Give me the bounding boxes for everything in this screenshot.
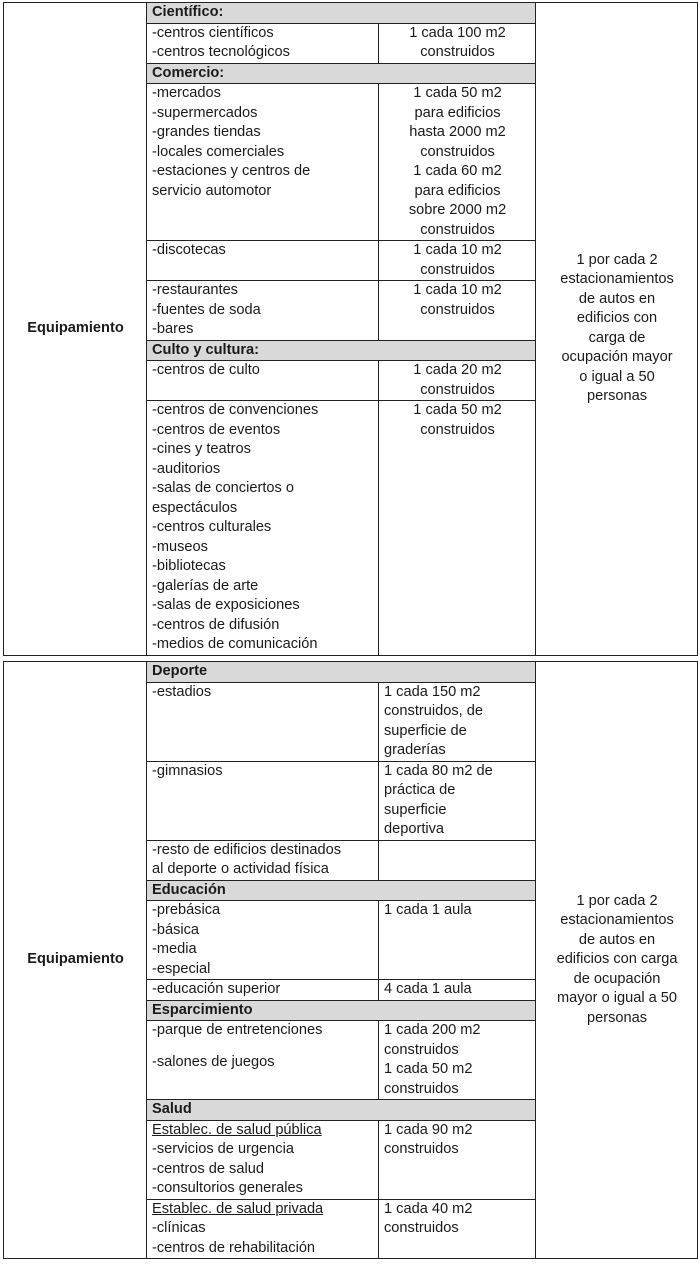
- use-cell: [147, 1021, 379, 1100]
- text-line: -galerías de arte: [152, 577, 259, 594]
- text-line: -fuentes de soda: [152, 301, 261, 318]
- text-line: -salones de juegos: [152, 1053, 275, 1070]
- text-line: -centros de salud: [152, 1160, 264, 1177]
- text-line: 1 cada 1 aula: [384, 902, 472, 918]
- norm-cell: [379, 761, 536, 840]
- norm-cell: [379, 23, 536, 63]
- group-label: Equipamiento: [4, 662, 147, 1259]
- text-line: estacionamientos: [560, 271, 674, 288]
- text-line: 1 cada 90 m2: [384, 1121, 473, 1138]
- text-line: 4 cada 1 aula: [384, 981, 472, 997]
- use-cell: [147, 682, 379, 761]
- text-line: 1 cada 40 m2: [384, 1200, 473, 1217]
- text-line: -centros de rehabilitación: [152, 1239, 316, 1256]
- section-header: Comercio:: [147, 63, 536, 84]
- text-line: -estaciones y centros de: [152, 163, 311, 179]
- text-line: -grandes tiendas: [152, 124, 261, 140]
- regulation-table-2: [3, 661, 698, 1259]
- text-line: 1 cada 50 m2: [413, 85, 502, 101]
- use-cell: [147, 84, 379, 241]
- text-line: -salas de exposiciones: [152, 597, 300, 613]
- text-line: 1 cada 50 m2: [413, 402, 502, 418]
- text-line: -centros culturales: [152, 519, 272, 535]
- text-line: -museos: [152, 538, 208, 555]
- use-cell: [147, 901, 379, 980]
- text-line: -resto de edificios destinados: [152, 841, 342, 858]
- text-line: personas: [586, 388, 648, 405]
- text-line: -gimnasios: [152, 762, 223, 779]
- norm-cell: [379, 1021, 536, 1100]
- text-line: sobre 2000 m2: [408, 202, 507, 218]
- section-header: Científico:: [147, 3, 536, 24]
- norm-cell: [379, 84, 536, 241]
- norm-cell: [379, 901, 536, 980]
- norm-cell: [379, 1120, 536, 1199]
- text-line: construidos: [420, 261, 495, 278]
- norm-cell: [379, 1199, 536, 1259]
- use-cell: [147, 1199, 379, 1259]
- use-cell: [147, 980, 379, 1001]
- use-cell: [147, 241, 379, 281]
- table-2-body: [4, 662, 698, 1259]
- text-line: edificios con: [576, 310, 658, 327]
- text-line: -centros de eventos: [152, 421, 281, 438]
- text-line: de ocupación: [573, 970, 661, 987]
- text-line: superficie: [384, 801, 447, 818]
- text-line: -discotecas: [152, 242, 226, 258]
- text-line: de autos en: [578, 290, 656, 307]
- text-line: personas: [586, 1009, 648, 1026]
- text-line: deportiva: [384, 821, 445, 837]
- text-line: -restaurantes: [152, 282, 238, 298]
- text-line: Establec. de salud privada: [152, 1200, 324, 1217]
- section-header: Deporte: [147, 662, 536, 683]
- text-line: -supermercados: [152, 104, 258, 121]
- text-line: -centros científicos: [152, 24, 274, 41]
- text-line: superficie de: [384, 722, 467, 739]
- use-cell: [147, 361, 379, 401]
- use-cell: [147, 840, 379, 880]
- text-line: construidos: [420, 301, 495, 318]
- text-line: servicio automotor: [152, 182, 272, 199]
- text-line: -estadios: [152, 683, 212, 700]
- text-line: 1 cada 60 m2: [413, 163, 502, 179]
- norm-cell: [379, 241, 536, 281]
- text-line: construidos: [420, 381, 495, 398]
- text-line: hasta 2000 m2: [409, 124, 506, 140]
- section-header-row: [4, 662, 698, 683]
- text-line: 1 cada 10 m2: [413, 282, 502, 298]
- text-line: -locales comerciales: [152, 143, 285, 160]
- text-line: -bares: [152, 321, 194, 337]
- norm-cell: [379, 682, 536, 761]
- bicycle-parking-rule: [536, 662, 698, 1259]
- norm-cell: [379, 361, 536, 401]
- text-line: -educación superior: [152, 981, 281, 997]
- text-line: para edificios: [414, 182, 501, 199]
- text-line: 1 por cada 2: [576, 892, 658, 909]
- text-line: -clínicas: [152, 1220, 206, 1236]
- text-line: al deporte o actividad física: [152, 861, 329, 877]
- use-cell: [147, 1120, 379, 1199]
- text-line: 1 cada 100 m2: [409, 24, 506, 41]
- use-cell: [147, 281, 379, 341]
- bicycle-parking-rule: [536, 3, 698, 656]
- text-line: -centros de convenciones: [152, 402, 319, 418]
- regulation-table-1: [3, 2, 698, 656]
- text-line: práctica de: [384, 782, 456, 798]
- text-line: 1 cada 150 m2: [384, 683, 481, 700]
- text-line: construidos: [420, 143, 495, 160]
- norm-cell: [379, 980, 536, 1001]
- text-line: construidos: [420, 221, 495, 238]
- text-line: 1 por cada 2: [576, 251, 658, 268]
- table-1-body: [4, 3, 698, 656]
- text-line: -cines y teatros: [152, 441, 251, 457]
- text-line: -servicios de urgencia: [152, 1141, 294, 1157]
- text-line: ocupación mayor: [561, 349, 673, 366]
- use-cell: [147, 23, 379, 63]
- section-header: Esparcimiento: [147, 1000, 536, 1021]
- text-line: construidos: [420, 421, 495, 438]
- text-line: 1 cada 200 m2: [384, 1022, 481, 1038]
- use-cell: [147, 761, 379, 840]
- use-cell: [147, 401, 379, 656]
- text-line: -consultorios generales: [152, 1180, 303, 1196]
- section-header: Culto y cultura:: [147, 340, 536, 361]
- text-line: -básica: [152, 921, 200, 938]
- text-line: -media: [152, 941, 197, 957]
- section-header-row: [4, 3, 698, 24]
- text-line: 1 cada 80 m2 de: [384, 762, 493, 779]
- text-line: -auditorios: [152, 460, 221, 477]
- text-line: -mercados: [152, 85, 221, 101]
- text-line: construidos: [384, 1141, 459, 1157]
- text-line: espectáculos: [152, 499, 238, 516]
- text-line: construidos: [384, 1041, 459, 1058]
- text-line: -especial: [152, 960, 211, 977]
- text-line: -centros tecnológicos: [152, 44, 290, 60]
- text-line: construidos, de: [384, 703, 483, 719]
- section-header: Salud: [147, 1100, 536, 1121]
- text-line: para edificios: [414, 104, 501, 121]
- text-line: estacionamientos: [560, 912, 674, 929]
- text-line: o igual a 50: [579, 368, 655, 385]
- text-line: edificios con carga: [556, 951, 678, 968]
- section-header: Educación: [147, 880, 536, 901]
- group-label: Equipamiento: [4, 3, 147, 656]
- text-line: [152, 1041, 374, 1053]
- text-line: -parque de entretenciones: [152, 1022, 323, 1038]
- text-line: graderías: [384, 742, 446, 758]
- text-line: de autos en: [578, 931, 656, 948]
- text-line: -prebásica: [152, 902, 221, 918]
- norm-cell: [379, 401, 536, 656]
- text-line: construidos: [384, 1220, 459, 1236]
- text-line: -centros de culto: [152, 362, 260, 378]
- text-line: mayor o igual a 50: [556, 990, 678, 1007]
- text-line: Establec. de salud pública: [152, 1121, 322, 1138]
- text-line: -bibliotecas: [152, 558, 226, 574]
- text-line: construidos: [420, 44, 495, 60]
- text-line: -salas de conciertos o: [152, 480, 294, 496]
- text-line: carga de: [588, 329, 646, 346]
- norm-cell: [379, 281, 536, 341]
- text-line: 1 cada 50 m2: [384, 1061, 473, 1077]
- text-line: 1 cada 10 m2: [413, 242, 502, 258]
- norm-cell: [379, 840, 536, 880]
- text-line: construidos: [384, 1080, 459, 1097]
- text-line: 1 cada 20 m2: [413, 362, 502, 378]
- text-line: -medios de comunicación: [152, 636, 318, 652]
- text-line: -centros de difusión: [152, 616, 280, 633]
